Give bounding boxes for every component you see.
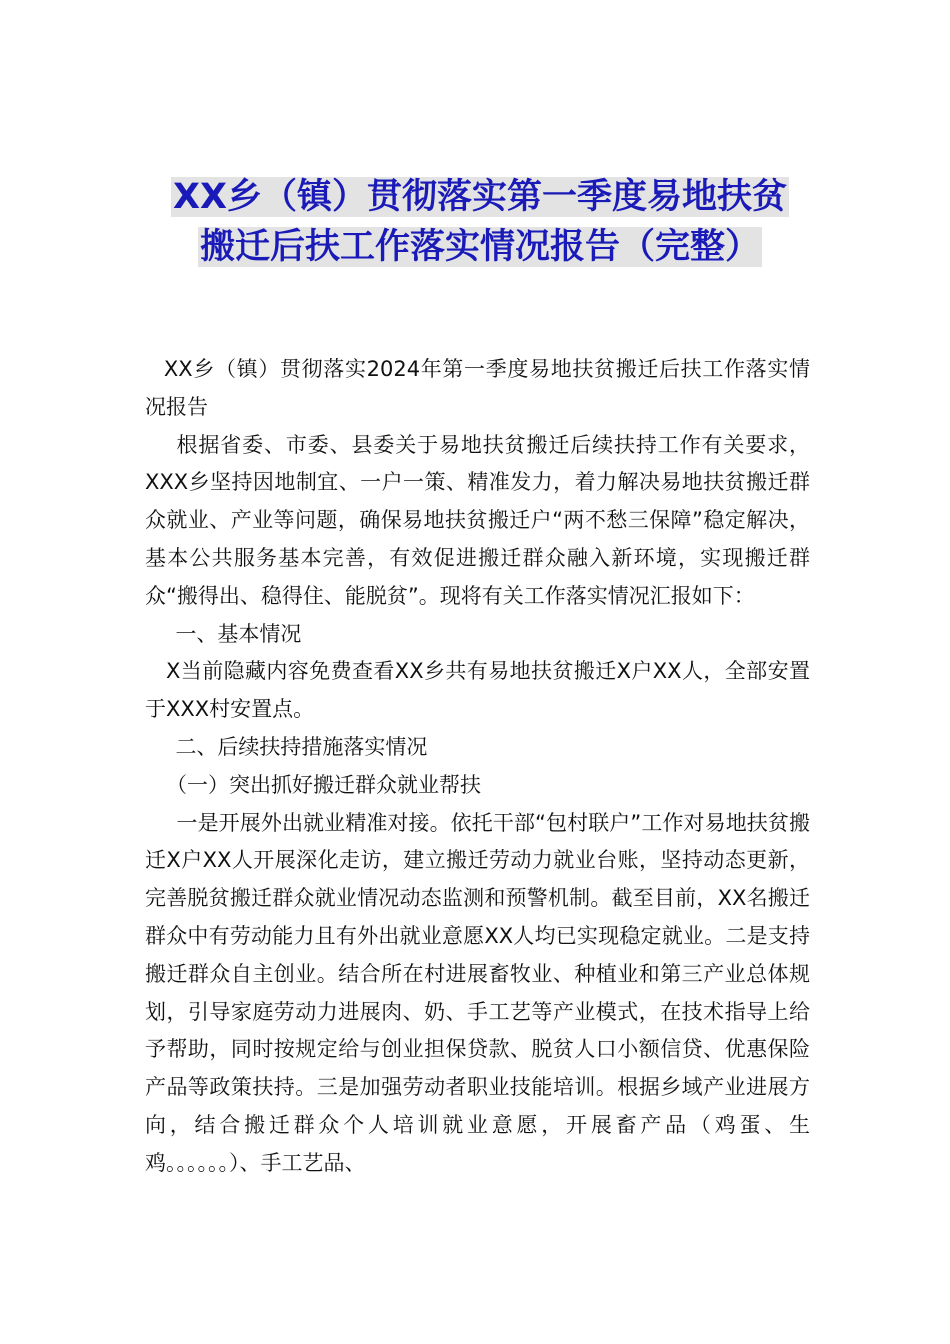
document-title <box>120 172 840 272</box>
title-line-1 <box>120 172 840 222</box>
report-subtitle-paragraph: XX乡（镇）贯彻落实2024年第一季度易地扶贫搬迁后扶工作落实情况报告 <box>145 357 810 419</box>
title-line-2 <box>120 222 840 272</box>
employment-paragraph: 一是开展外出就业精准对接。依托干部“包村联户”工作对易地扶贫搬迁X户XX人开展深化走访，建立搬迁劳动力就业台账，坚持动态更新，完善脱贫搬迁群众就业情况动态监测和预警机制。截至目前，XX名搬迁群众中有劳动能力且有外出就业意愿XX人均已实现稳定就业。二是支持搬迁群众自主创业。结合所在村进展畜牧业、种植业和第三产业总体规划，引导家庭劳动力进展肉、奶、手工艺等产业模式，在技术指导上给予帮助，同时按规定给与创业担保贷款、脱贫人口小额信贷、优惠保险产品等政策扶持。三是加强劳动者职业技能培训。根据乡域产业进展方向，结合搬迁群众个人培训就业意愿，开展畜产品（鸡蛋、生鸡。。。。。。）、手工艺品、 <box>145 810 810 1175</box>
subsection-heading-employment: （一）突出抓好搬迁群众就业帮扶 <box>166 772 481 797</box>
title-line-2-text: 搬迁后扶工作落实情况报告（完整） <box>199 227 760 267</box>
section-heading-measures: 二、后续扶持措施落实情况 <box>175 734 428 759</box>
document-body <box>145 351 810 1183</box>
basic-info-paragraph: X当前隐藏内容免费查看XX乡共有易地扶贫搬迁X户XX人，全部安置于XXX村安置点。 <box>145 659 810 722</box>
section-heading-basic: 一、基本情况 <box>175 621 302 646</box>
intro-paragraph: 根据省委、市委、县委关于易地扶贫搬迁后续扶持工作有关要求，XXX乡坚持因地制宜、一户一策、精准发力，着力解决易地扶贫搬迁群众就业、产业等问题，确保易地扶贫搬迁户“两不愁三保障”稳定解决，基本公共服务基本完善，有效促进搬迁群众融入新环境，实现搬迁群众“搬得出、稳得住、能脱贫”。现将有关工作落实情况汇报如下： <box>145 432 810 608</box>
title-line-1-text: XX乡（镇）贯彻落实第一季度易地扶贫 <box>173 177 787 217</box>
